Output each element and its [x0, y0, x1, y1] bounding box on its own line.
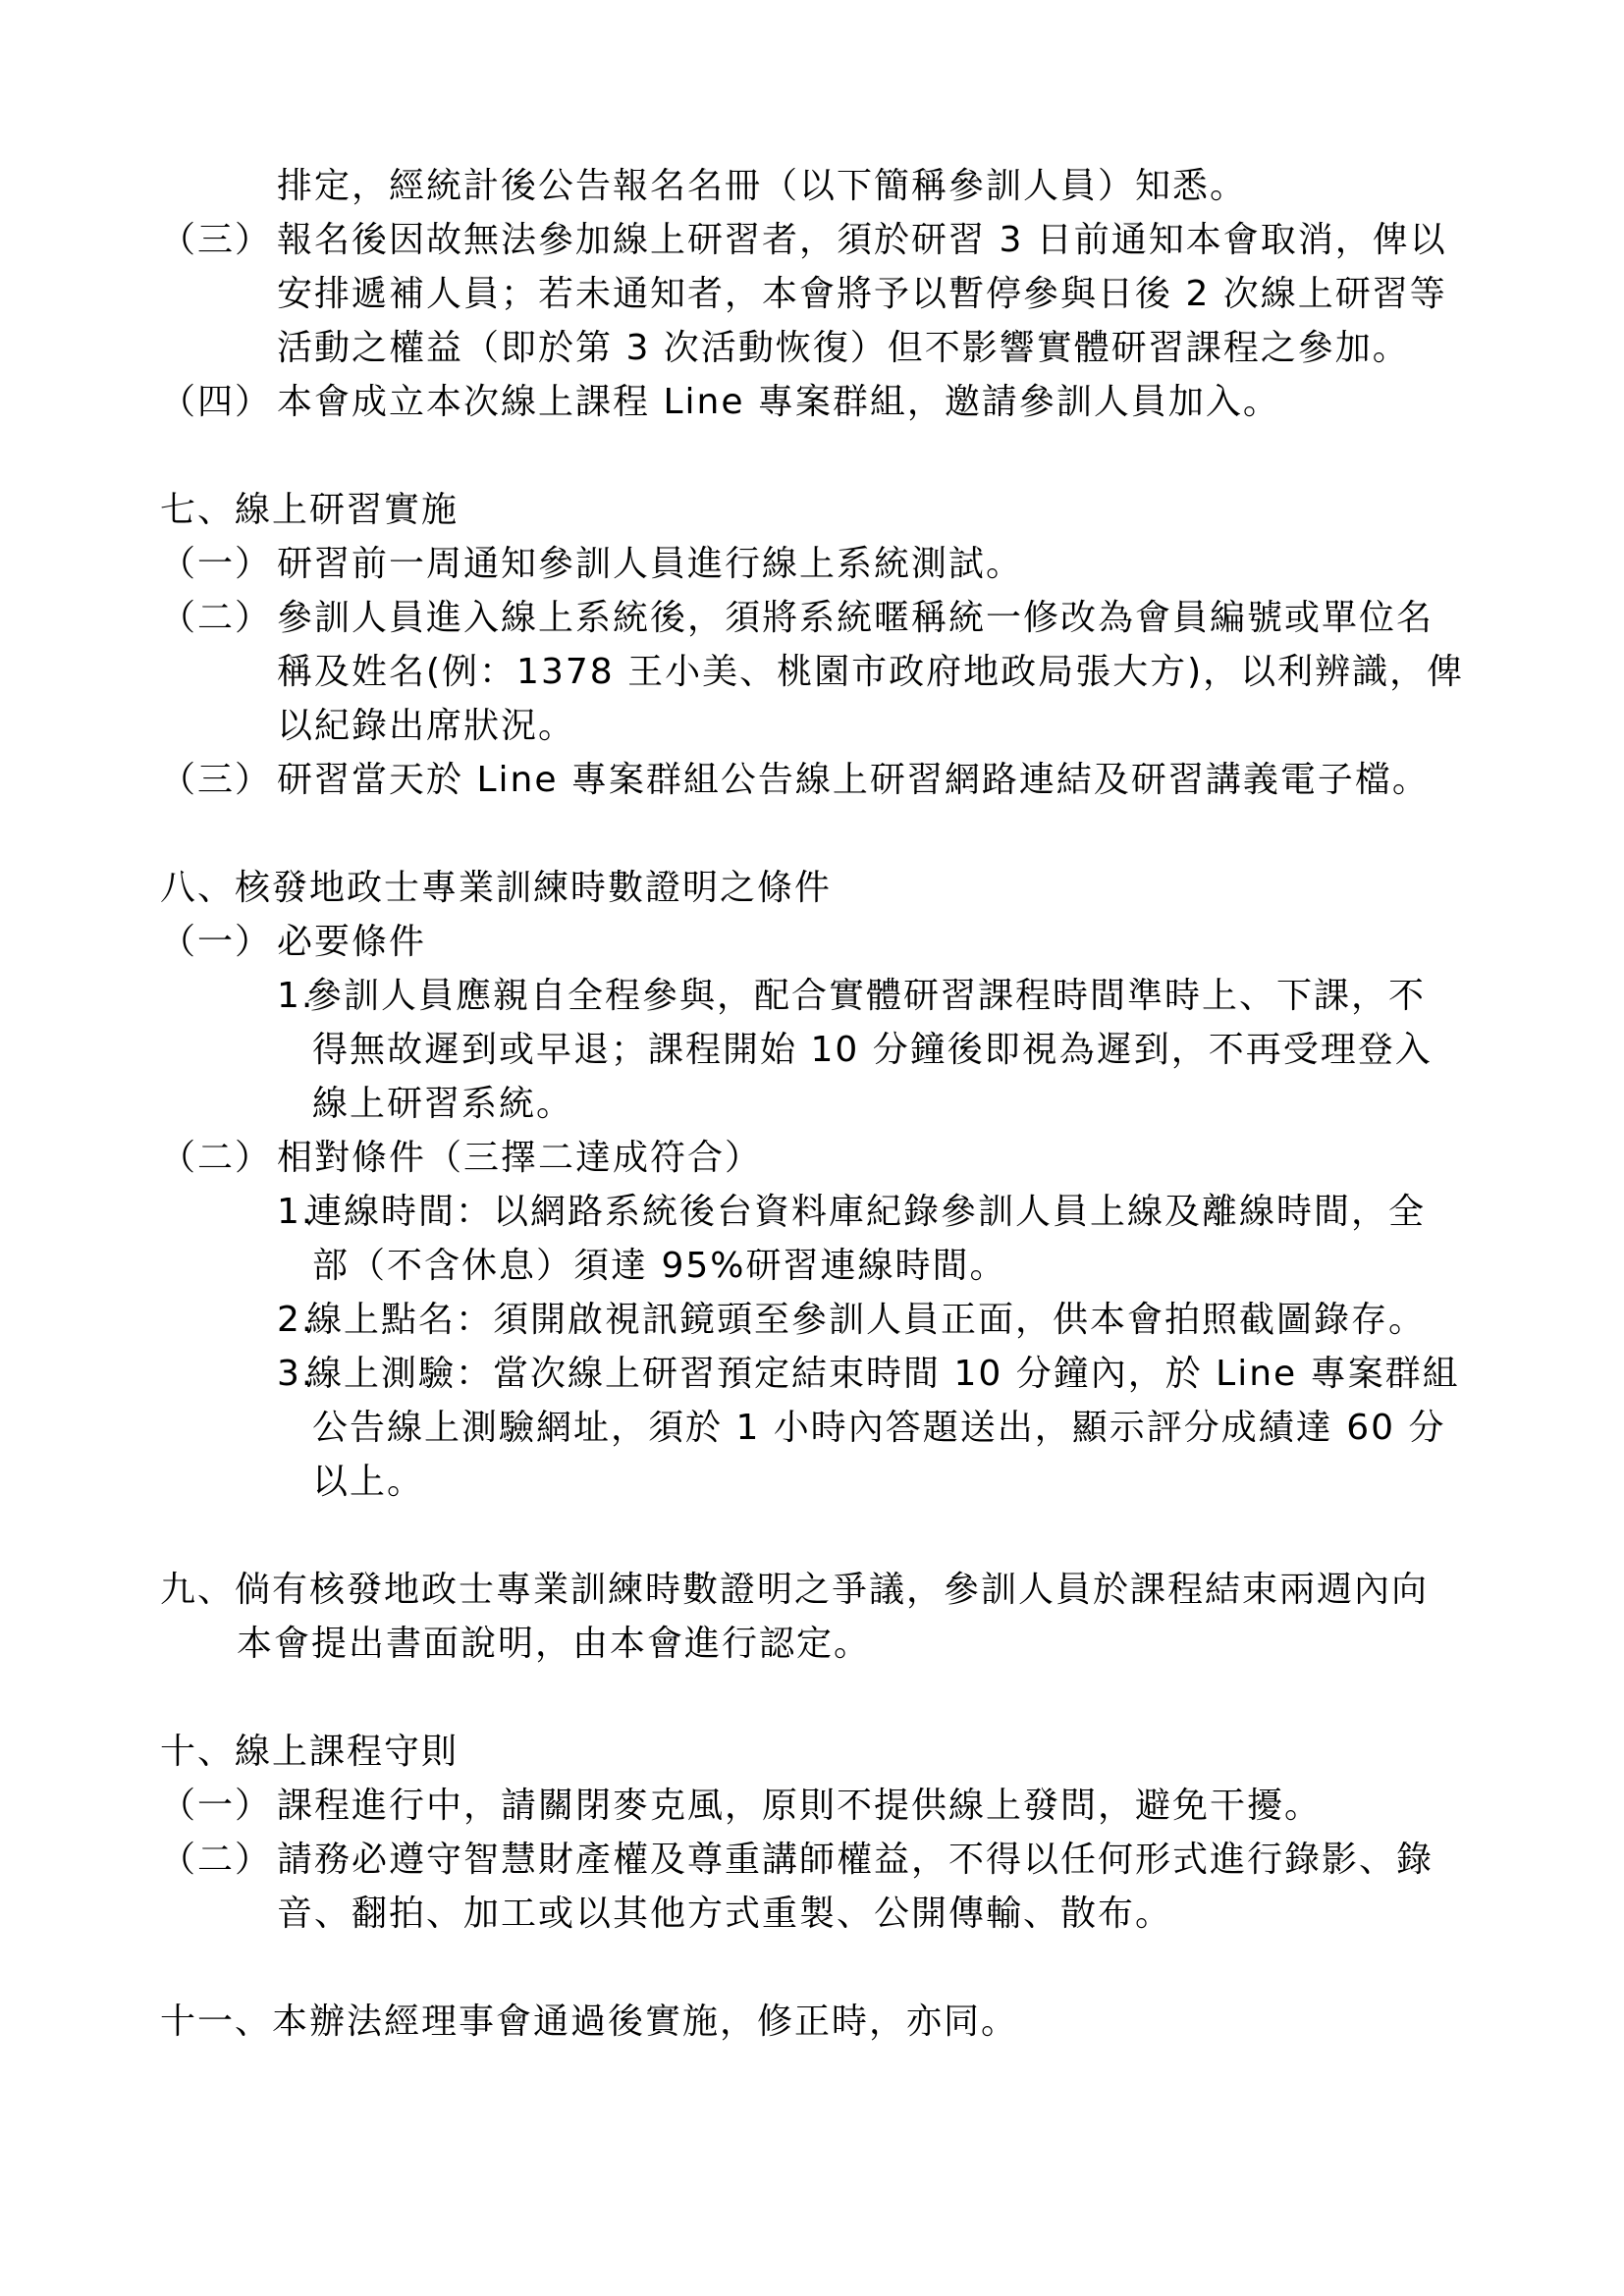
item4-marker: （四） — [160, 382, 273, 422]
section8-sub2-point3-line3: 以上。 — [312, 1462, 425, 1502]
section7-item2-marker: （二） — [160, 598, 273, 638]
section8-sub2-marker: （二） — [160, 1138, 273, 1178]
section8-sub1-point1-line1: 參訓人員應親自全程參與，配合實體研習課程時間準時上、下課，不 — [306, 976, 1427, 1016]
item3-line2: 安排遞補人員；若未通知者，本會將予以暫停參與日後 2 次線上研習等 — [277, 274, 1447, 314]
section7-item2-line2: 稱及姓名(例：1378 王小美、桃園市政府地政局張大方)，以利辨識，俾 — [277, 652, 1465, 692]
section8-sub1-point1-line2: 得無故遲到或早退；課程開始 10 分鐘後即視為遲到，不再受理登入 — [312, 1030, 1433, 1070]
section10-item2-line2: 音、翻拍、加工或以其他方式重製、公開傳輸、散布。 — [277, 1894, 1173, 1934]
intro-line: 排定，經統計後公告報名名冊（以下簡稱參訓人員）知悉。 — [277, 166, 1248, 206]
section10-item1-line1: 課程進行中，請關閉麥克風，原則不提供線上發問，避免干擾。 — [277, 1786, 1323, 1826]
section10-item2-line1: 請務必遵守智慧財產權及尊重講師權益，不得以任何形式進行錄影、錄 — [277, 1840, 1435, 1880]
section10-item1-marker: （一） — [160, 1786, 273, 1826]
section8-sub2-point1-line2: 部（不含休息）須達 95%研習連線時間。 — [312, 1246, 1007, 1286]
section9-line1: 九、倘有核發地政士專業訓練時數證明之爭議，參訓人員於課程結束兩週內向 — [160, 1570, 1430, 1610]
section8-sub2-title: 相對條件（三擇二達成符合） — [277, 1138, 763, 1178]
section8-sub1-point1-line3: 線上研習系統。 — [312, 1084, 574, 1124]
section8-sub1-title: 必要條件 — [277, 922, 427, 962]
section8-sub2-point3-num: 3. — [277, 1354, 315, 1394]
item3-line1: 報名後因故無法參加線上研習者，須於研習 3 日前通知本會取消，俾以 — [277, 220, 1447, 260]
section8-sub2-point1-num: 1. — [277, 1192, 315, 1232]
section11-line1: 十一、本辦法經理事會通過後實施，修正時，亦同。 — [160, 2002, 1019, 2042]
section7-item2-line1: 參訓人員進入線上系統後，須將系統暱稱統一修改為會員編號或單位名 — [277, 598, 1435, 638]
section7-item1-line1: 研習前一周通知參訓人員進行線上系統測試。 — [277, 544, 1024, 584]
section8-sub1-marker: （一） — [160, 922, 273, 962]
section10-item2-marker: （二） — [160, 1840, 273, 1880]
section8-heading: 八、核發地政士專業訓練時數證明之條件 — [160, 868, 833, 908]
section8-sub2-point2-num: 2. — [277, 1300, 315, 1340]
section8-sub2-point3-line1: 線上測驗：當次線上研習預定結束時間 10 分鐘內，於 Line 專案群組 — [306, 1354, 1460, 1394]
section7-item1-marker: （一） — [160, 544, 273, 584]
item3-line3: 活動之權益（即於第 3 次活動恢復）但不影響實體研習課程之參加。 — [277, 328, 1410, 368]
item4-line1: 本會成立本次線上課程 Line 專案群組，邀請參訓人員加入。 — [277, 382, 1280, 422]
section8-sub2-point3-line2: 公告線上測驗網址，須於 1 小時內答題送出，顯示評分成績達 60 分 — [312, 1408, 1446, 1448]
section10-heading: 十、線上課程守則 — [160, 1732, 460, 1772]
section7-heading: 七、線上研習實施 — [160, 490, 460, 530]
section7-item3-marker: （三） — [160, 760, 273, 800]
section7-item2-line3: 以紀錄出席狀況。 — [277, 706, 576, 746]
section8-sub2-point2-line1: 線上點名：須開啟視訊鏡頭至參訓人員正面，供本會拍照截圖錄存。 — [306, 1300, 1427, 1340]
section7-item3-line1: 研習當天於 Line 專案群組公告線上研習網路連結及研習講義電子檔。 — [277, 760, 1430, 800]
section8-sub1-point1-num: 1. — [277, 976, 315, 1016]
section8-sub2-point1-line1: 連線時間：以網路系統後台資料庫紀錄參訓人員上線及離線時間，全 — [306, 1192, 1427, 1232]
item3-marker: （三） — [160, 220, 273, 260]
section9-line2: 本會提出書面說明，由本會進行認定。 — [237, 1624, 872, 1664]
